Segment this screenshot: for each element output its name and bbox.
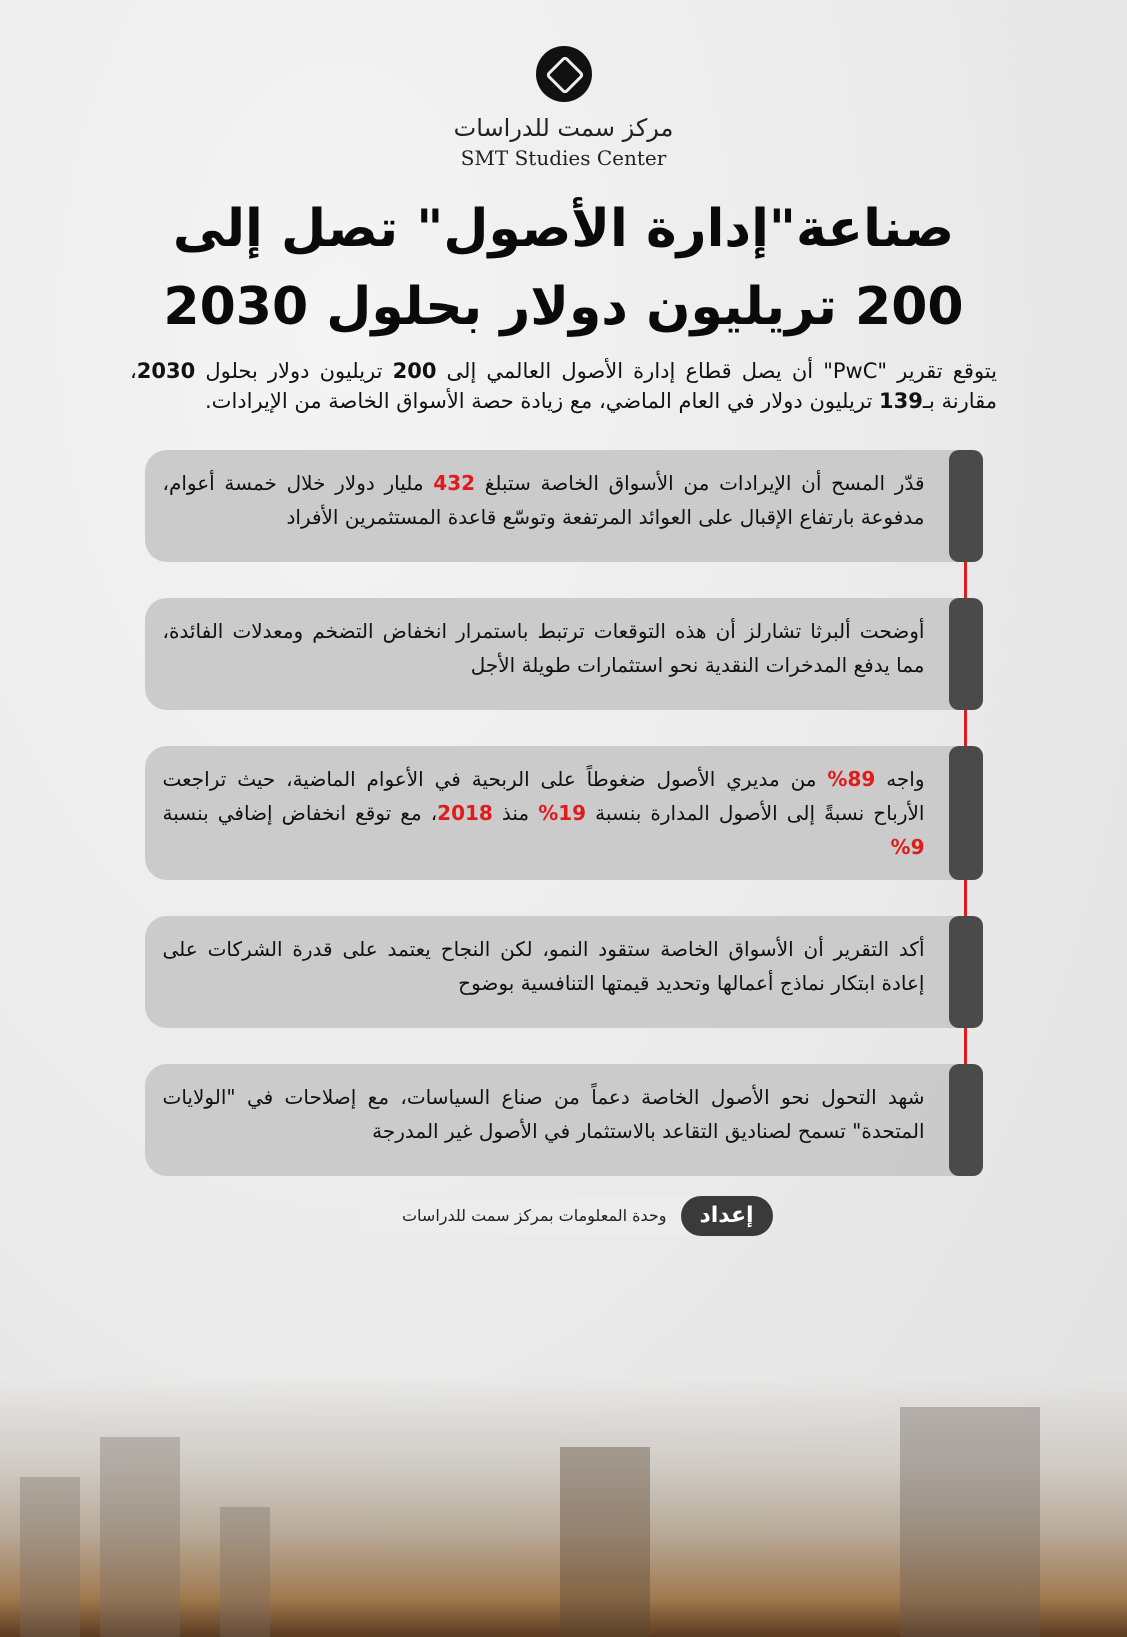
intro-number: 139	[878, 389, 923, 413]
highlight-number: 89%	[827, 767, 876, 791]
card-text: ، مع توقع انخفاض إضافي بنسبة	[162, 801, 438, 825]
info-card	[145, 450, 983, 562]
logo-icon	[536, 46, 592, 102]
info-card	[145, 598, 983, 710]
card-text: منذ	[492, 801, 539, 825]
intro-text: تريليون دولار في العام الماضي، مع زيادة حصة الأسواق الخاصة من الإيرادات.	[205, 389, 879, 413]
card-text: أكد التقرير أن الأسواق الخاصة ستقود النمو، لكن النجاح يعتمد على قدرة الشركات على إعادة ابتكار نماذج أعمالها وتحديد قيمتها التنافسية بوضوح	[162, 937, 925, 995]
card-tab	[949, 1064, 983, 1176]
logo-arabic: مركز سمت للدراسات	[453, 114, 674, 142]
title-line-1: صناعة"إدارة الأصول" تصل إلى	[172, 199, 955, 259]
intro-text: يتوقع تقرير "PwC" أن يصل قطاع إدارة الأصول العالمي إلى	[436, 359, 997, 383]
card-text: مليار دولار خلال خمسة أعوام، مدفوعة بارتفاع الإقبال على العوائد المرتفعة وتوسّع قاعدة المستثمرين الأفراد	[162, 471, 925, 529]
highlight-number: 9%	[890, 835, 925, 859]
info-card	[145, 746, 983, 880]
cards-list	[145, 450, 983, 1176]
credits-footer	[355, 1196, 773, 1236]
card-text: قدّر المسح أن الإيرادات من الأسواق الخاصة ستبلغ	[475, 471, 925, 495]
highlight-number: 2018	[437, 801, 493, 825]
credits-label: إعداد	[681, 1196, 773, 1236]
intro-paragraph	[130, 356, 997, 416]
intro-number: 200	[392, 359, 437, 383]
page-title	[130, 190, 997, 346]
card-tab	[949, 450, 983, 562]
card-text: شهد التحول نحو الأصول الخاصة دعماً من صناع السياسات، مع إصلاحات في "الولايات المتحدة" تسمح لصناديق التقاعد بالاستثمار في الأصول غير المدرجة	[162, 1085, 925, 1143]
intro-text: تريليون دولار بحلول	[195, 359, 393, 383]
card-tab	[949, 598, 983, 710]
highlight-number: 432	[433, 471, 476, 495]
title-line-2: 200 تريليون دولار بحلول 2030	[163, 277, 964, 337]
highlight-number: 19%	[538, 801, 587, 825]
card-text: واجه	[875, 767, 925, 791]
intro-text: ، مقارنة بـ	[130, 359, 997, 413]
city-background	[0, 1377, 1127, 1637]
card-text: أوضحت ألبرثا تشارلز أن هذه التوقعات ترتبط باستمرار انخفاض التضخم ومعدلات الفائدة، مما يدفع المدخرات النقدية نحو استثمارات طويلة الأجل	[162, 619, 925, 677]
card-tab	[949, 746, 983, 880]
info-card	[145, 1064, 983, 1176]
card-text: من مديري الأصول ضغوطاً على الربحية في الأعوام الماضية، حيث تراجعت الأرباح نسبةً إلى الأصول المدارة بنسبة	[162, 767, 925, 825]
info-card	[145, 916, 983, 1028]
logo-english: SMT Studies Center	[460, 146, 667, 170]
intro-number: 2030	[136, 359, 196, 383]
card-tab	[949, 916, 983, 1028]
credits-text: وحدة المعلومات بمركز سمت للدراسات	[401, 1206, 667, 1225]
